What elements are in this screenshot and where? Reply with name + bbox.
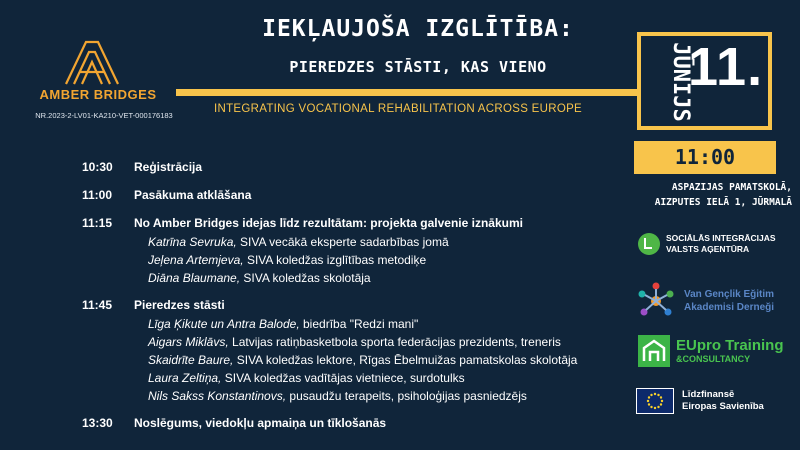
speaker-role: SIVA koledžas lektore, Rīgas Ēbelmuižas pamatskolas skolotāja: [233, 353, 578, 367]
location-line-1: ASPAZIJAS PAMATSKOLĀ,: [671, 182, 792, 193]
event-time: 11:00: [634, 141, 776, 174]
speaker-name: Diāna Blaumane,: [148, 271, 241, 285]
page-title: IEKĻAUJOŠA IZGLĪTĪBA:: [262, 16, 574, 42]
speaker-role: SIVA vecākā eksperte sadarbības jomā: [236, 235, 449, 249]
english-subtitle: INTEGRATING VOCATIONAL REHABILITATION ACROSS EUROPE: [214, 103, 583, 115]
speaker: [82, 333, 622, 351]
event-location: [630, 180, 792, 210]
agenda-title: Pasākuma atklāšana: [134, 188, 252, 202]
speaker-role: pusaudžu terapeits, psiholoģijas pasniedzējs: [286, 389, 527, 403]
speaker-name: Katrīna Sevruka,: [148, 235, 237, 249]
van-logo-icon: [636, 281, 676, 321]
project-number: NR.2023-2-LV01-KA210-VET-000176183: [35, 111, 173, 120]
eupro-logo-icon: [638, 335, 670, 367]
agenda-item: [82, 296, 622, 405]
siva-logo-icon: [638, 233, 660, 255]
speaker-role: SIVA koledžas izglītības metodiķe: [243, 253, 427, 267]
speaker: [82, 351, 622, 369]
agenda-item: [82, 414, 622, 433]
speaker-name: Laura Zeltiņa,: [148, 371, 222, 385]
agenda-time: 13:30: [82, 416, 113, 430]
svg-text:JŪNIJS: JŪNIJS: [668, 42, 693, 122]
speaker-role: SIVA koledžas vadītājas vietniece, surdotulks: [221, 371, 465, 385]
speaker-name: Nils Sakss Konstantinovs,: [148, 389, 287, 403]
siva-name-line-2: VALSTS AĢENTŪRA: [666, 244, 750, 254]
eupro-name-line-1: EUpro Training: [676, 337, 784, 354]
van-name-line-2: Akademisi Derneği: [684, 302, 775, 313]
eu-text-line-2: Eiropas Savienība: [682, 401, 764, 412]
agenda-title: Reģistrācija: [134, 160, 203, 174]
speaker-name: Jeļena Artemjeva,: [148, 253, 244, 267]
eupro-name-line-2: &CONSULTANCY: [676, 354, 751, 364]
van-name-line-1: Van Gençlik Eğitim: [684, 289, 775, 300]
header-divider: [176, 89, 638, 96]
partner-eupro: [638, 335, 784, 367]
agenda-title: No Amber Bridges idejas līdz rezultātam: projekta galvenie iznākumi: [134, 216, 523, 230]
location-line-2: AIZPUTES IELĀ 1, JŪRMALĀ: [654, 197, 792, 208]
agenda-time: 10:30: [82, 160, 113, 174]
eu-text-line-1: Līdzfinansē: [682, 389, 735, 400]
speaker: [82, 251, 622, 269]
speaker-role: Latvijas ratiņbasketbola sporta federācijas prezidents, treneris: [228, 335, 561, 349]
speaker-role: SIVA koledžas skolotāja: [240, 271, 371, 285]
agenda: [82, 158, 622, 442]
amber-bridges-logo-icon: [62, 38, 122, 86]
partner-eu: [636, 388, 764, 414]
speaker-role: biedrība "Redzi mani": [299, 317, 419, 331]
event-day: 11.: [688, 37, 764, 97]
month-label: [640, 36, 693, 128]
agenda-item: [82, 186, 622, 205]
siva-name-line-1: SOCIĀLĀS INTEGRĀCIJAS: [666, 233, 776, 243]
speaker-name: Skaidrīte Baure,: [148, 353, 234, 367]
partner-siva: [638, 233, 776, 255]
speaker: [82, 233, 622, 251]
agenda-item: [82, 214, 622, 287]
agenda-time: 11:00: [82, 188, 113, 202]
partner-van: [636, 281, 774, 321]
page-subtitle: PIEREDZES STĀSTI, KAS VIENO: [289, 58, 547, 76]
speaker: [82, 269, 622, 287]
agenda-item: [82, 158, 622, 177]
speaker: [82, 315, 622, 333]
agenda-time: 11:45: [82, 298, 113, 312]
agenda-time: 11:15: [82, 216, 113, 230]
eu-flag-icon: [636, 388, 674, 414]
speaker: [82, 369, 622, 387]
brand-name: AMBER BRIDGES: [39, 87, 157, 102]
speaker-name: Līga Ķikute un Antra Balode,: [148, 317, 300, 331]
speaker-name: Aigars Miklāvs,: [148, 335, 229, 349]
speaker: [82, 387, 622, 405]
agenda-title: Pieredzes stāsti: [134, 298, 225, 312]
agenda-title: Noslēgums, viedokļu apmaiņa un tīklošanās: [134, 416, 387, 430]
